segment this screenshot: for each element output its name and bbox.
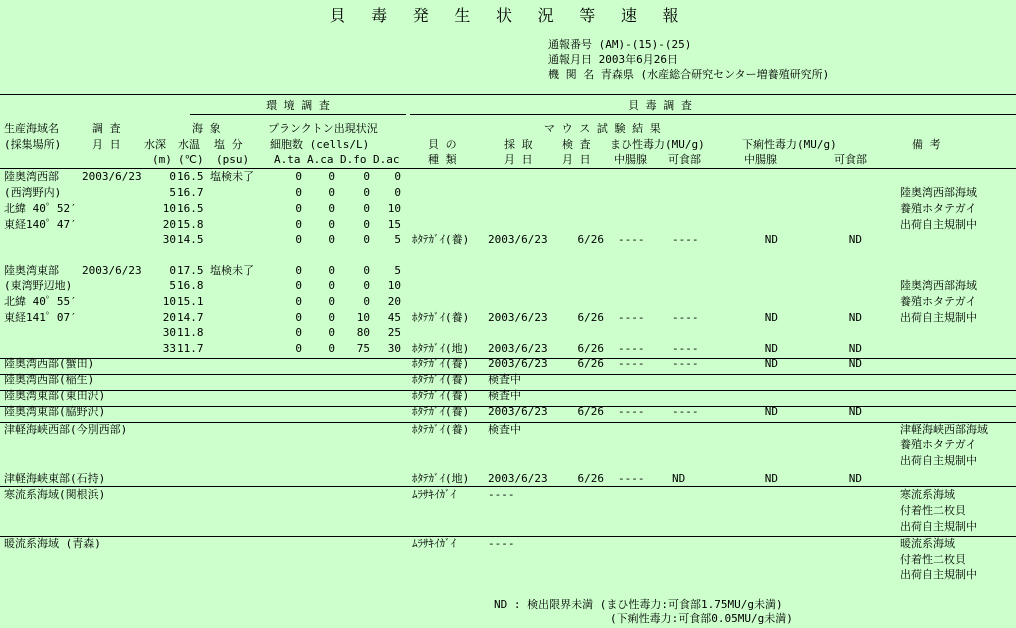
- footnote-dsp: (下痢性毒力:可食部0.05MU/g未満): [610, 612, 793, 625]
- cell-dfo: 0: [363, 202, 370, 215]
- cell-dsp-edible: ND: [848, 472, 862, 485]
- cell-remark: 付着性二枚貝: [900, 553, 966, 566]
- cell-aca: 0: [328, 342, 335, 355]
- sampling-sub-header: 月 日: [504, 153, 533, 166]
- header-bottom-rule: [0, 168, 1016, 169]
- cell-area: 陸奥湾西部(稲生): [4, 373, 95, 386]
- cell-sampling: 2003/6/23: [488, 472, 548, 485]
- cell-depth: 30: [162, 233, 176, 246]
- cell-remark: 出荷自主規制中: [900, 311, 977, 324]
- cell-area: 北緯 40゜52′: [4, 202, 77, 215]
- cell-psp-edible: ND: [672, 472, 686, 485]
- cell-ata: 0: [295, 311, 302, 324]
- cell-dfo: 0: [363, 233, 370, 246]
- salinity-header: 塩 分: [214, 138, 243, 151]
- cell-psp-edible: ----: [672, 311, 699, 324]
- cell-sampling: 検査中: [488, 423, 521, 436]
- mouse-test-header: マ ウ ス 試 験 結 果: [544, 122, 661, 135]
- cell-sampling: 2003/6/23: [488, 357, 548, 370]
- cell-temp: 14.7: [177, 311, 204, 324]
- cell-temp: 11.7: [177, 342, 204, 355]
- cell-area: 東経140゜47′: [4, 218, 77, 231]
- cell-species: ﾑﾗｻｷｲｶﾞｲ: [412, 537, 456, 550]
- cell-dfo: 0: [363, 170, 370, 183]
- cell-dsp-mid: ND: [764, 342, 778, 355]
- cell-dsp-mid: ND: [764, 357, 778, 370]
- cell-sampling: 2003/6/23: [488, 342, 548, 355]
- cell-species: ﾎﾀﾃｶﾞｲ(地): [412, 342, 470, 355]
- cell-dfo: 75: [356, 342, 370, 355]
- psp-edible-header: 可食部: [668, 153, 701, 166]
- environment-survey-header: 環 境 調 査: [266, 99, 330, 112]
- plankton-header: プランクトン出現状況: [268, 122, 378, 135]
- cell-survey: 2003/6/23: [82, 170, 142, 183]
- cell-psp-mid: ----: [618, 405, 645, 418]
- cell-depth: 0: [169, 264, 176, 277]
- area-header: 生産海域名: [4, 122, 59, 135]
- cell-psp-edible: ----: [672, 342, 699, 355]
- cell-aca: 0: [328, 170, 335, 183]
- shellfish-species-header: 貝 の: [428, 138, 457, 151]
- cell-ata: 0: [295, 264, 302, 277]
- sampling-header: 採 取: [504, 138, 533, 151]
- cell-ata: 0: [295, 295, 302, 308]
- report-title: 貝 毒 発 生 状 況 等 速 報: [329, 6, 687, 25]
- cell-psp-edible: ----: [672, 357, 699, 370]
- cell-inspect: 6/26: [577, 342, 604, 355]
- report-date: 通報月日 2003年6月26日: [548, 53, 678, 66]
- cell-species: ﾎﾀﾃｶﾞｲ(養): [412, 389, 470, 402]
- cell-remark: 養殖ホタテガイ: [900, 202, 977, 215]
- cell-species: ﾎﾀﾃｶﾞｲ(養): [412, 311, 470, 324]
- cell-dac: 5: [394, 233, 401, 246]
- species-dfo-header: D.fo: [340, 153, 367, 166]
- cell-temp: 16.5: [177, 170, 204, 183]
- cell-aca: 0: [328, 264, 335, 277]
- survey-header: 調 査: [92, 122, 121, 135]
- cell-sampling: 検査中: [488, 373, 521, 386]
- env-group-rule: [190, 114, 406, 115]
- cell-inspect: 6/26: [577, 405, 604, 418]
- cell-aca: 0: [328, 311, 335, 324]
- cell-remark: 付着性二枚貝: [900, 504, 966, 517]
- cell-aca: 0: [328, 233, 335, 246]
- cell-area: 東経141゜07′: [4, 311, 77, 324]
- species-dac-header: D.ac: [373, 153, 400, 166]
- remarks-header: 備 考: [912, 138, 941, 151]
- shellfish-survey-header: 貝 毒 調 査: [628, 99, 692, 112]
- cell-temp: 16.5: [177, 202, 204, 215]
- cell-dac: 30: [387, 342, 401, 355]
- cell-remark: 津軽海峡西部海域: [900, 423, 988, 436]
- shellfish-group-rule: [410, 114, 1016, 115]
- species-ata-header: A.ta: [274, 153, 301, 166]
- row-separator: [0, 374, 1016, 375]
- cell-dac: 45: [387, 311, 401, 324]
- cell-species: ﾎﾀﾃｶﾞｲ(養): [412, 373, 470, 386]
- cell-dac: 10: [387, 202, 401, 215]
- cell-ata: 0: [295, 233, 302, 246]
- cell-dsp-edible: ND: [848, 357, 862, 370]
- cell-sampling: 2003/6/23: [488, 405, 548, 418]
- cell-aca: 0: [328, 326, 335, 339]
- inspection-sub-header: 月 日: [562, 153, 591, 166]
- cell-aca: 0: [328, 279, 335, 292]
- cell-dac: 20: [387, 295, 401, 308]
- cell-remark: 寒流系海域: [900, 488, 955, 501]
- species-aca-header: A.ca: [307, 153, 334, 166]
- psp-header: まひ性毒力(MU/g): [610, 138, 705, 151]
- cell-temp: 16.7: [177, 186, 204, 199]
- cell-dsp-mid: ND: [764, 311, 778, 324]
- cell-depth: 30: [162, 326, 176, 339]
- header-top-rule: [0, 94, 1016, 95]
- cell-species: ﾑﾗｻｷｲｶﾞｲ: [412, 488, 456, 501]
- cell-sampling: ----: [488, 537, 515, 550]
- cell-area: 津軽海峡西部(今別西部): [4, 423, 128, 436]
- cell-remark: 養殖ホタテガイ: [900, 295, 977, 308]
- cell-dsp-edible: ND: [848, 405, 862, 418]
- cell-sampling: 2003/6/23: [488, 233, 548, 246]
- cell-dfo: 80: [356, 326, 370, 339]
- cell-remark: 陸奥湾西部海域: [900, 186, 977, 199]
- cell-species: ﾎﾀﾃｶﾞｲ(養): [412, 233, 470, 246]
- cell-inspect: 6/26: [577, 472, 604, 485]
- cell-dsp-mid: ND: [764, 472, 778, 485]
- cell-psp-mid: ----: [618, 357, 645, 370]
- cell-dfo: 10: [356, 311, 370, 324]
- cell-area: 陸奥湾東部(東田沢): [4, 389, 106, 402]
- row-separator: [0, 536, 1016, 537]
- depth-header: 水深: [144, 138, 166, 151]
- cell-area: (西湾野内): [4, 186, 62, 199]
- cell-depth: 10: [162, 295, 176, 308]
- cell-psp-edible: ----: [672, 233, 699, 246]
- cell-remark: 養殖ホタテガイ: [900, 438, 977, 451]
- cell-sal: 塩検未了: [210, 170, 254, 183]
- cell-ata: 0: [295, 170, 302, 183]
- cell-aca: 0: [328, 295, 335, 308]
- cell-temp: 15.8: [177, 218, 204, 231]
- cell-area: 陸奥湾西部: [4, 170, 59, 183]
- cell-dac: 0: [394, 186, 401, 199]
- cell-area: 陸奥湾西部(蟹田): [4, 357, 95, 370]
- cell-dsp-edible: ND: [848, 311, 862, 324]
- sea-header: 海 象: [192, 122, 221, 135]
- cell-species: ﾎﾀﾃｶﾞｲ(養): [412, 423, 470, 436]
- cell-dfo: 0: [363, 264, 370, 277]
- cell-dac: 5: [394, 264, 401, 277]
- cell-remark: 出荷自主規制中: [900, 520, 977, 533]
- cell-species: ﾎﾀﾃｶﾞｲ(養): [412, 357, 470, 370]
- cell-area: 陸奥湾東部: [4, 264, 59, 277]
- cell-psp-mid: ----: [618, 311, 645, 324]
- cell-dfo: 0: [363, 186, 370, 199]
- cell-area: 暖流系海域 (青森): [4, 537, 101, 550]
- cell-sampling: 検査中: [488, 389, 521, 402]
- cell-dfo: 0: [363, 279, 370, 292]
- survey-sub-header: 月 日: [92, 138, 121, 151]
- cell-dsp-mid: ND: [764, 233, 778, 246]
- cell-temp: 17.5: [177, 264, 204, 277]
- cell-sal: 塩検未了: [210, 264, 254, 277]
- cell-survey: 2003/6/23: [82, 264, 142, 277]
- cell-temp: 11.8: [177, 326, 204, 339]
- cell-area: (東湾野辺地): [4, 279, 73, 292]
- cell-psp-edible: ----: [672, 405, 699, 418]
- cell-ata: 0: [295, 186, 302, 199]
- cell-temp: 14.5: [177, 233, 204, 246]
- cell-sampling: ----: [488, 488, 515, 501]
- cell-aca: 0: [328, 218, 335, 231]
- cell-depth: 0: [169, 170, 176, 183]
- cell-dac: 15: [387, 218, 401, 231]
- cell-sampling: 2003/6/23: [488, 311, 548, 324]
- row-separator: [0, 390, 1016, 391]
- temp-unit: (℃): [178, 153, 204, 166]
- cell-aca: 0: [328, 186, 335, 199]
- report-number: 通報番号 (AM)-(15)-(25): [548, 38, 692, 51]
- inspection-header: 検 査: [562, 138, 591, 151]
- cell-depth: 20: [162, 218, 176, 231]
- cell-dac: 10: [387, 279, 401, 292]
- footnote-nd: ND : 検出限界未満 (まひ性毒力:可食部1.75MU/g未満): [494, 598, 783, 611]
- dsp-header: 下痢性毒力(MU/g): [742, 138, 837, 151]
- row-separator: [0, 486, 1016, 487]
- cell-area: 寒流系海域(関根浜): [4, 488, 106, 501]
- cells-header: 細胞数 (cells/L): [270, 138, 370, 151]
- cell-psp-mid: ----: [618, 233, 645, 246]
- cell-dsp-mid: ND: [764, 405, 778, 418]
- cell-dsp-edible: ND: [848, 342, 862, 355]
- cell-ata: 0: [295, 218, 302, 231]
- cell-remark: 出荷自主規制中: [900, 454, 977, 467]
- cell-remark: 出荷自主規制中: [900, 568, 977, 581]
- cell-area: 津軽海峡東部(石持): [4, 472, 106, 485]
- shellfish-species-sub-header: 種 類: [428, 153, 457, 166]
- cell-species: ﾎﾀﾃｶﾞｲ(養): [412, 405, 470, 418]
- dsp-edible-header: 可食部: [834, 153, 867, 166]
- cell-remark: 暖流系海域: [900, 537, 955, 550]
- cell-remark: 陸奥湾西部海域: [900, 279, 977, 292]
- cell-depth: 33: [162, 342, 176, 355]
- cell-remark: 出荷自主規制中: [900, 218, 977, 231]
- cell-ata: 0: [295, 202, 302, 215]
- cell-inspect: 6/26: [577, 233, 604, 246]
- cell-depth: 20: [162, 311, 176, 324]
- cell-temp: 15.1: [177, 295, 204, 308]
- cell-inspect: 6/26: [577, 357, 604, 370]
- cell-temp: 16.8: [177, 279, 204, 292]
- psp-midgut-header: 中腸腺: [614, 153, 647, 166]
- row-separator: [0, 422, 1016, 423]
- cell-aca: 0: [328, 202, 335, 215]
- cell-area: 陸奥湾東部(脇野沢): [4, 405, 106, 418]
- cell-ata: 0: [295, 279, 302, 292]
- cell-dac: 0: [394, 170, 401, 183]
- dsp-midgut-header: 中腸腺: [744, 153, 777, 166]
- cell-dsp-edible: ND: [848, 233, 862, 246]
- temp-header: 水温: [178, 138, 200, 151]
- cell-dac: 25: [387, 326, 401, 339]
- cell-depth: 10: [162, 202, 176, 215]
- row-separator: [0, 358, 1016, 359]
- area-sub-header: (採集場所): [4, 138, 62, 151]
- cell-species: ﾎﾀﾃｶﾞｲ(地): [412, 472, 470, 485]
- cell-psp-mid: ----: [618, 342, 645, 355]
- cell-dfo: 0: [363, 218, 370, 231]
- cell-ata: 0: [295, 342, 302, 355]
- salinity-unit: (psu): [216, 153, 250, 166]
- depth-unit: (m): [152, 153, 172, 166]
- cell-dfo: 0: [363, 295, 370, 308]
- cell-ata: 0: [295, 326, 302, 339]
- row-separator: [0, 406, 1016, 407]
- cell-inspect: 6/26: [577, 311, 604, 324]
- cell-depth: 5: [169, 186, 176, 199]
- cell-psp-mid: ----: [618, 472, 645, 485]
- cell-area: 北緯 40゜55′: [4, 295, 77, 308]
- cell-depth: 5: [169, 279, 176, 292]
- agency-name: 機 関 名 青森県 (水産総合研究センター増養殖研究所): [548, 68, 830, 81]
